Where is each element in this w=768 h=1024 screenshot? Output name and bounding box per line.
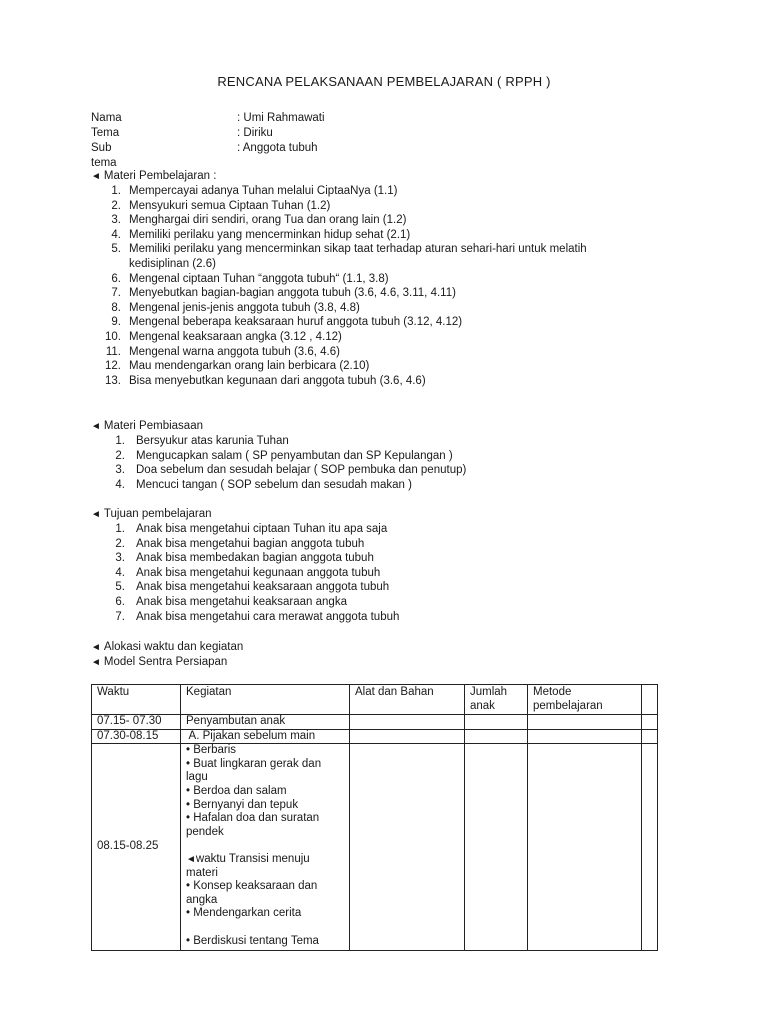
section-heading (91, 419, 691, 434)
list-item-number: 5. (111, 243, 121, 256)
list-item (91, 374, 691, 389)
spacer (186, 839, 344, 853)
bullet-item: • Bernyanyi dan tepuk (186, 798, 299, 811)
bullet-item: • Mendengarkan cerita (186, 907, 302, 920)
list-item (91, 213, 691, 228)
identity-value: : Anggota tubuh (237, 142, 318, 154)
model-heading: Model Sentra Persiapan (103, 656, 228, 668)
list-item-text: Mengenal ciptaan Tuhan “anggota tubuh“ (1.1, 3.8) (129, 272, 389, 285)
list-item (91, 580, 691, 595)
section-heading (91, 640, 691, 655)
list-item-number: 3. (115, 552, 125, 565)
cell-empty (465, 729, 528, 744)
list-item-number: 3. (111, 214, 121, 227)
table-row (92, 729, 658, 744)
list-item-number: 11. (105, 345, 121, 358)
section-heading (91, 169, 691, 184)
list-item-number: 2. (115, 537, 125, 550)
kegiatan-list-a (186, 744, 344, 839)
list-item-text: Memiliki perilaku yang mencerminkan sikap taat terhadap aturan sehari-hari untuk melatih kedisiplinan (2.6) (129, 243, 587, 270)
list-item (91, 595, 691, 610)
arrow-left-icon: ◄ (186, 853, 196, 865)
kegiatan-list-c (186, 935, 344, 949)
list-item (91, 228, 691, 243)
list-item-number: 8. (111, 301, 121, 314)
list-item-text: Anak bisa mengetahui ciptaan Tuhan itu apa saja (136, 523, 388, 535)
alokasi-section (91, 640, 691, 670)
identity-label: Nama (91, 112, 122, 124)
list-item-number: 4. (115, 566, 125, 579)
list-item-number: 4. (111, 228, 121, 241)
list-item (91, 434, 691, 449)
cell-empty (350, 744, 465, 951)
list-item-text: Memiliki perilaku yang mencerminkan hidup sehat (2.1) (129, 228, 411, 241)
table-header-row (92, 685, 658, 715)
arrow-left-icon: ◄ (91, 171, 101, 182)
list-item-text: Doa sebelum dan sesudah belajar ( SOP pembuka dan penutup) (136, 464, 467, 477)
list-item-number: 6. (115, 595, 125, 608)
arrow-left-icon: ◄ (91, 642, 101, 653)
list-item-number: 2. (111, 199, 121, 212)
identity-label: Tema (91, 127, 120, 139)
list-item-text: Mau mendengarkan orang lain berbicara (2.10) (129, 360, 370, 373)
list-item-number: 1. (115, 435, 125, 447)
list-item (91, 330, 691, 345)
header-kegiatan: Kegiatan (181, 685, 350, 715)
tujuan-pembelajaran-list (91, 522, 691, 624)
list-item-text: Menghargai diri sendiri, orang Tua dan orang lain (1.2) (129, 214, 407, 227)
list-item (91, 301, 691, 316)
list-item-text: Anak bisa mengetahui bagian anggota tubuh (136, 537, 365, 550)
list-item-number: 3. (115, 464, 125, 477)
table-row (92, 715, 658, 730)
header-metode: Metode pembelajaran (528, 685, 642, 715)
schedule-table (91, 684, 658, 951)
list-item (91, 478, 691, 493)
bullet-item: • Berdoa dan salam (186, 784, 287, 797)
bullet-item: • Buat lingkaran gerak dan lagu (186, 757, 322, 784)
list-item-number: 10. (105, 330, 121, 343)
list-item-number: 2. (115, 449, 125, 462)
list-item-text: Bersyukur atas karunia Tuhan (136, 435, 289, 447)
tujuan-pembelajaran-section (91, 507, 691, 624)
cell-kegiatan: A. Pijakan sebelum main (181, 729, 350, 744)
list-item (91, 242, 691, 271)
spacer (186, 921, 344, 935)
list-item-number: 1. (115, 523, 125, 535)
cell-waktu: 08.15-08.25 (92, 744, 181, 951)
section-heading-text: Tujuan pembelajaran (103, 508, 212, 520)
arrow-left-icon: ◄ (91, 509, 101, 520)
list-item-text: Anak bisa mengetahui keaksaraan angka (136, 595, 347, 608)
section-heading-text: Materi Pembelajaran : (103, 170, 217, 182)
list-item (91, 566, 691, 581)
list-item-number: 7. (111, 287, 121, 300)
materi-pembiasaan-section (91, 419, 691, 492)
list-item-number: 1. (111, 185, 121, 197)
section-heading (91, 655, 691, 670)
list-item (91, 551, 691, 566)
header-alat-dan-bahan: Alat dan Bahan (350, 685, 465, 715)
cell-waktu: 07.15- 07.30 (92, 715, 181, 730)
list-item (91, 463, 691, 478)
list-item-text: Mengenal jenis-jenis anggota tubuh (3.8, 4.8) (129, 301, 360, 314)
cell-empty (350, 729, 465, 744)
identity-label: Sub tema (91, 142, 117, 169)
list-item (91, 449, 691, 464)
list-item (91, 610, 691, 625)
list-item (91, 522, 691, 537)
alokasi-heading: Alokasi waktu dan kegiatan (103, 641, 244, 653)
list-item-number: 9. (111, 316, 121, 329)
list-item-text: Anak bisa mengetahui keaksaraan anggota tubuh (136, 581, 390, 594)
identity-value: : Diriku (237, 127, 273, 139)
list-item-text: Menyebutkan bagian-bagian anggota tubuh (3.6, 4.6, 3.11, 4.11) (129, 287, 456, 300)
document-title: RENCANA PELAKSANAAN PEMBELAJARAN ( RPPH ) (217, 74, 551, 89)
section-heading-text: Materi Pembiasaan (103, 420, 203, 432)
list-item (91, 359, 691, 374)
list-item-text: Mensyukuri semua Ciptaan Tuhan (1.2) (129, 199, 331, 212)
cell-empty (642, 715, 658, 730)
list-item-number: 12. (105, 360, 121, 373)
list-item (91, 199, 691, 214)
list-item (91, 537, 691, 552)
cell-empty (528, 744, 642, 951)
kegiatan-list-b (186, 880, 344, 921)
list-item-text: Bisa menyebutkan kegunaan dari anggota tubuh (3.6, 4.6) (129, 374, 426, 387)
materi-pembelajaran-list (91, 184, 691, 388)
list-item-text: Mencuci tangan ( SOP sebelum dan sesudah makan ) (136, 478, 412, 491)
list-item-number: 13. (105, 374, 121, 387)
cell-empty (528, 729, 642, 744)
arrow-left-icon: ◄ (91, 421, 101, 432)
cell-empty (528, 715, 642, 730)
arrow-left-icon: ◄ (91, 657, 101, 668)
cell-empty (642, 729, 658, 744)
cell-waktu: 07.30-08.15 (92, 729, 181, 744)
list-item-text: Mengenal keaksaraan angka (3.12 , 4.12) (129, 330, 342, 343)
list-item-text: Anak bisa mengetahui kegunaan anggota tubuh (136, 566, 381, 579)
list-item-number: 7. (115, 610, 125, 623)
table-row (92, 744, 658, 951)
cell-empty (465, 744, 528, 951)
cell-kegiatan: Penyambutan anak (181, 715, 350, 730)
list-item (91, 272, 691, 287)
list-item-text: Anak bisa mengetahui cara merawat anggota tubuh (136, 610, 400, 623)
materi-pembiasaan-list (91, 434, 691, 492)
materi-pembelajaran-section (91, 169, 691, 388)
header-waktu: Waktu (92, 685, 181, 715)
list-item-text: Mengenal beberapa keaksaraan huruf anggota tubuh (3.12, 4.12) (129, 316, 463, 329)
cell-kegiatan-list (181, 744, 350, 951)
identity-value: : Umi Rahmawati (237, 112, 325, 124)
list-item-text: Mengucapkan salam ( SP penyambutan dan SP Kepulangan ) (136, 449, 453, 462)
list-item (91, 315, 691, 330)
bullet-item: • Berbaris (186, 744, 237, 757)
cell-empty (642, 744, 658, 951)
list-item (91, 286, 691, 301)
cell-empty (465, 715, 528, 730)
list-item-text: Mempercayai adanya Tuhan melalui CiptaaNya (1.1) (129, 185, 398, 197)
header-jumlah-anak: Jumlah anak (465, 685, 528, 715)
list-item-number: 6. (111, 272, 121, 285)
bullet-item: • Konsep keaksaraan dan angka (186, 880, 318, 906)
transisi-line (186, 853, 344, 880)
header-empty (642, 685, 658, 715)
bullet-item: • Hafalan doa dan suratan pendek (186, 812, 320, 838)
list-item-number: 4. (115, 478, 125, 491)
list-item-text: Anak bisa membedakan bagian anggota tubuh (136, 552, 374, 565)
bullet-item: • Berdiskusi tentang Tema (186, 934, 319, 947)
list-item (91, 345, 691, 360)
transisi-text: waktu Transisi menuju materi (186, 852, 310, 879)
list-item-number: 5. (115, 581, 125, 594)
section-heading (91, 507, 691, 522)
list-item (91, 184, 691, 199)
list-item-text: Mengenal warna anggota tubuh (3.6, 4.6) (129, 345, 340, 358)
cell-empty (350, 715, 465, 730)
